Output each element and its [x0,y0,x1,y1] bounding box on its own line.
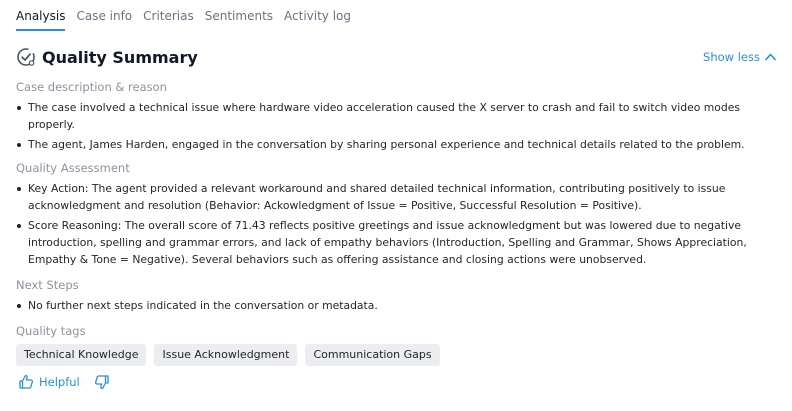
tag-chip: Issue Acknowledgment [154,344,297,366]
thumbs-down-icon [94,374,110,390]
list-item: Key Action: The agent provided a relevant workaround and shared detailed technical information, contributing positively to issue acknowledgment and resolution (Behavior: Ackowledgment of Issue = Positive, Successful Resolution = Positive). [16,180,776,214]
quality-tags [16,344,776,366]
helpful-button[interactable] [18,374,80,390]
list-item: No further next steps indicated in the conversation or metadata. [16,297,776,314]
show-less-label: Show less [703,50,760,64]
quality-check-icon [16,47,36,67]
tab-criterias[interactable]: Criterias [143,9,194,23]
tab-activity-log[interactable]: Activity log [284,9,352,23]
tab-sentiments[interactable]: Sentiments [204,9,274,23]
quality-tags-label: Quality tags [16,324,86,338]
list-item: The agent, James Harden, engaged in the conversation by sharing personal experience and technical details related to the problem. [16,136,776,153]
summary-header [16,44,776,70]
quality-assessment-list [16,180,776,268]
show-less-button[interactable] [703,50,776,64]
case-description-label: Case description & reason [16,80,167,94]
chevron-up-icon [765,53,776,61]
list-item: Score Reasoning: The overall score of 71.43 reflects positive greetings and issue acknowledgment but was lowered due to negative introduction, spelling and grammar errors, and lack of empathy behaviors (Introduction, Spelling and Grammar, Shows Appreciation, Empathy & Tone = Negative). Several behaviors such as offering assistance and closing actions were unobserved. [16,217,776,268]
next-steps-list [16,297,776,314]
helpful-label: Helpful [39,375,80,389]
tab-analysis[interactable]: Analysis [16,0,65,31]
quality-assessment-label: Quality Assessment [16,161,130,175]
page-title: Quality Summary [42,47,198,67]
feedback-bar [18,374,129,390]
not-helpful-button[interactable] [94,374,115,390]
list-item: The case involved a technical issue where hardware video acceleration caused the X server to crash and fail to switch video modes properly. [16,99,776,133]
title-wrap [16,47,198,67]
tag-chip: Technical Knowledge [16,344,146,366]
summary-content [16,78,776,366]
case-description-list [16,99,776,153]
tag-chip: Communication Gaps [305,344,439,366]
next-steps-label: Next Steps [16,278,79,292]
thumbs-up-icon [18,374,34,390]
tab-bar [16,0,362,32]
tab-case-info[interactable]: Case info [76,9,133,23]
